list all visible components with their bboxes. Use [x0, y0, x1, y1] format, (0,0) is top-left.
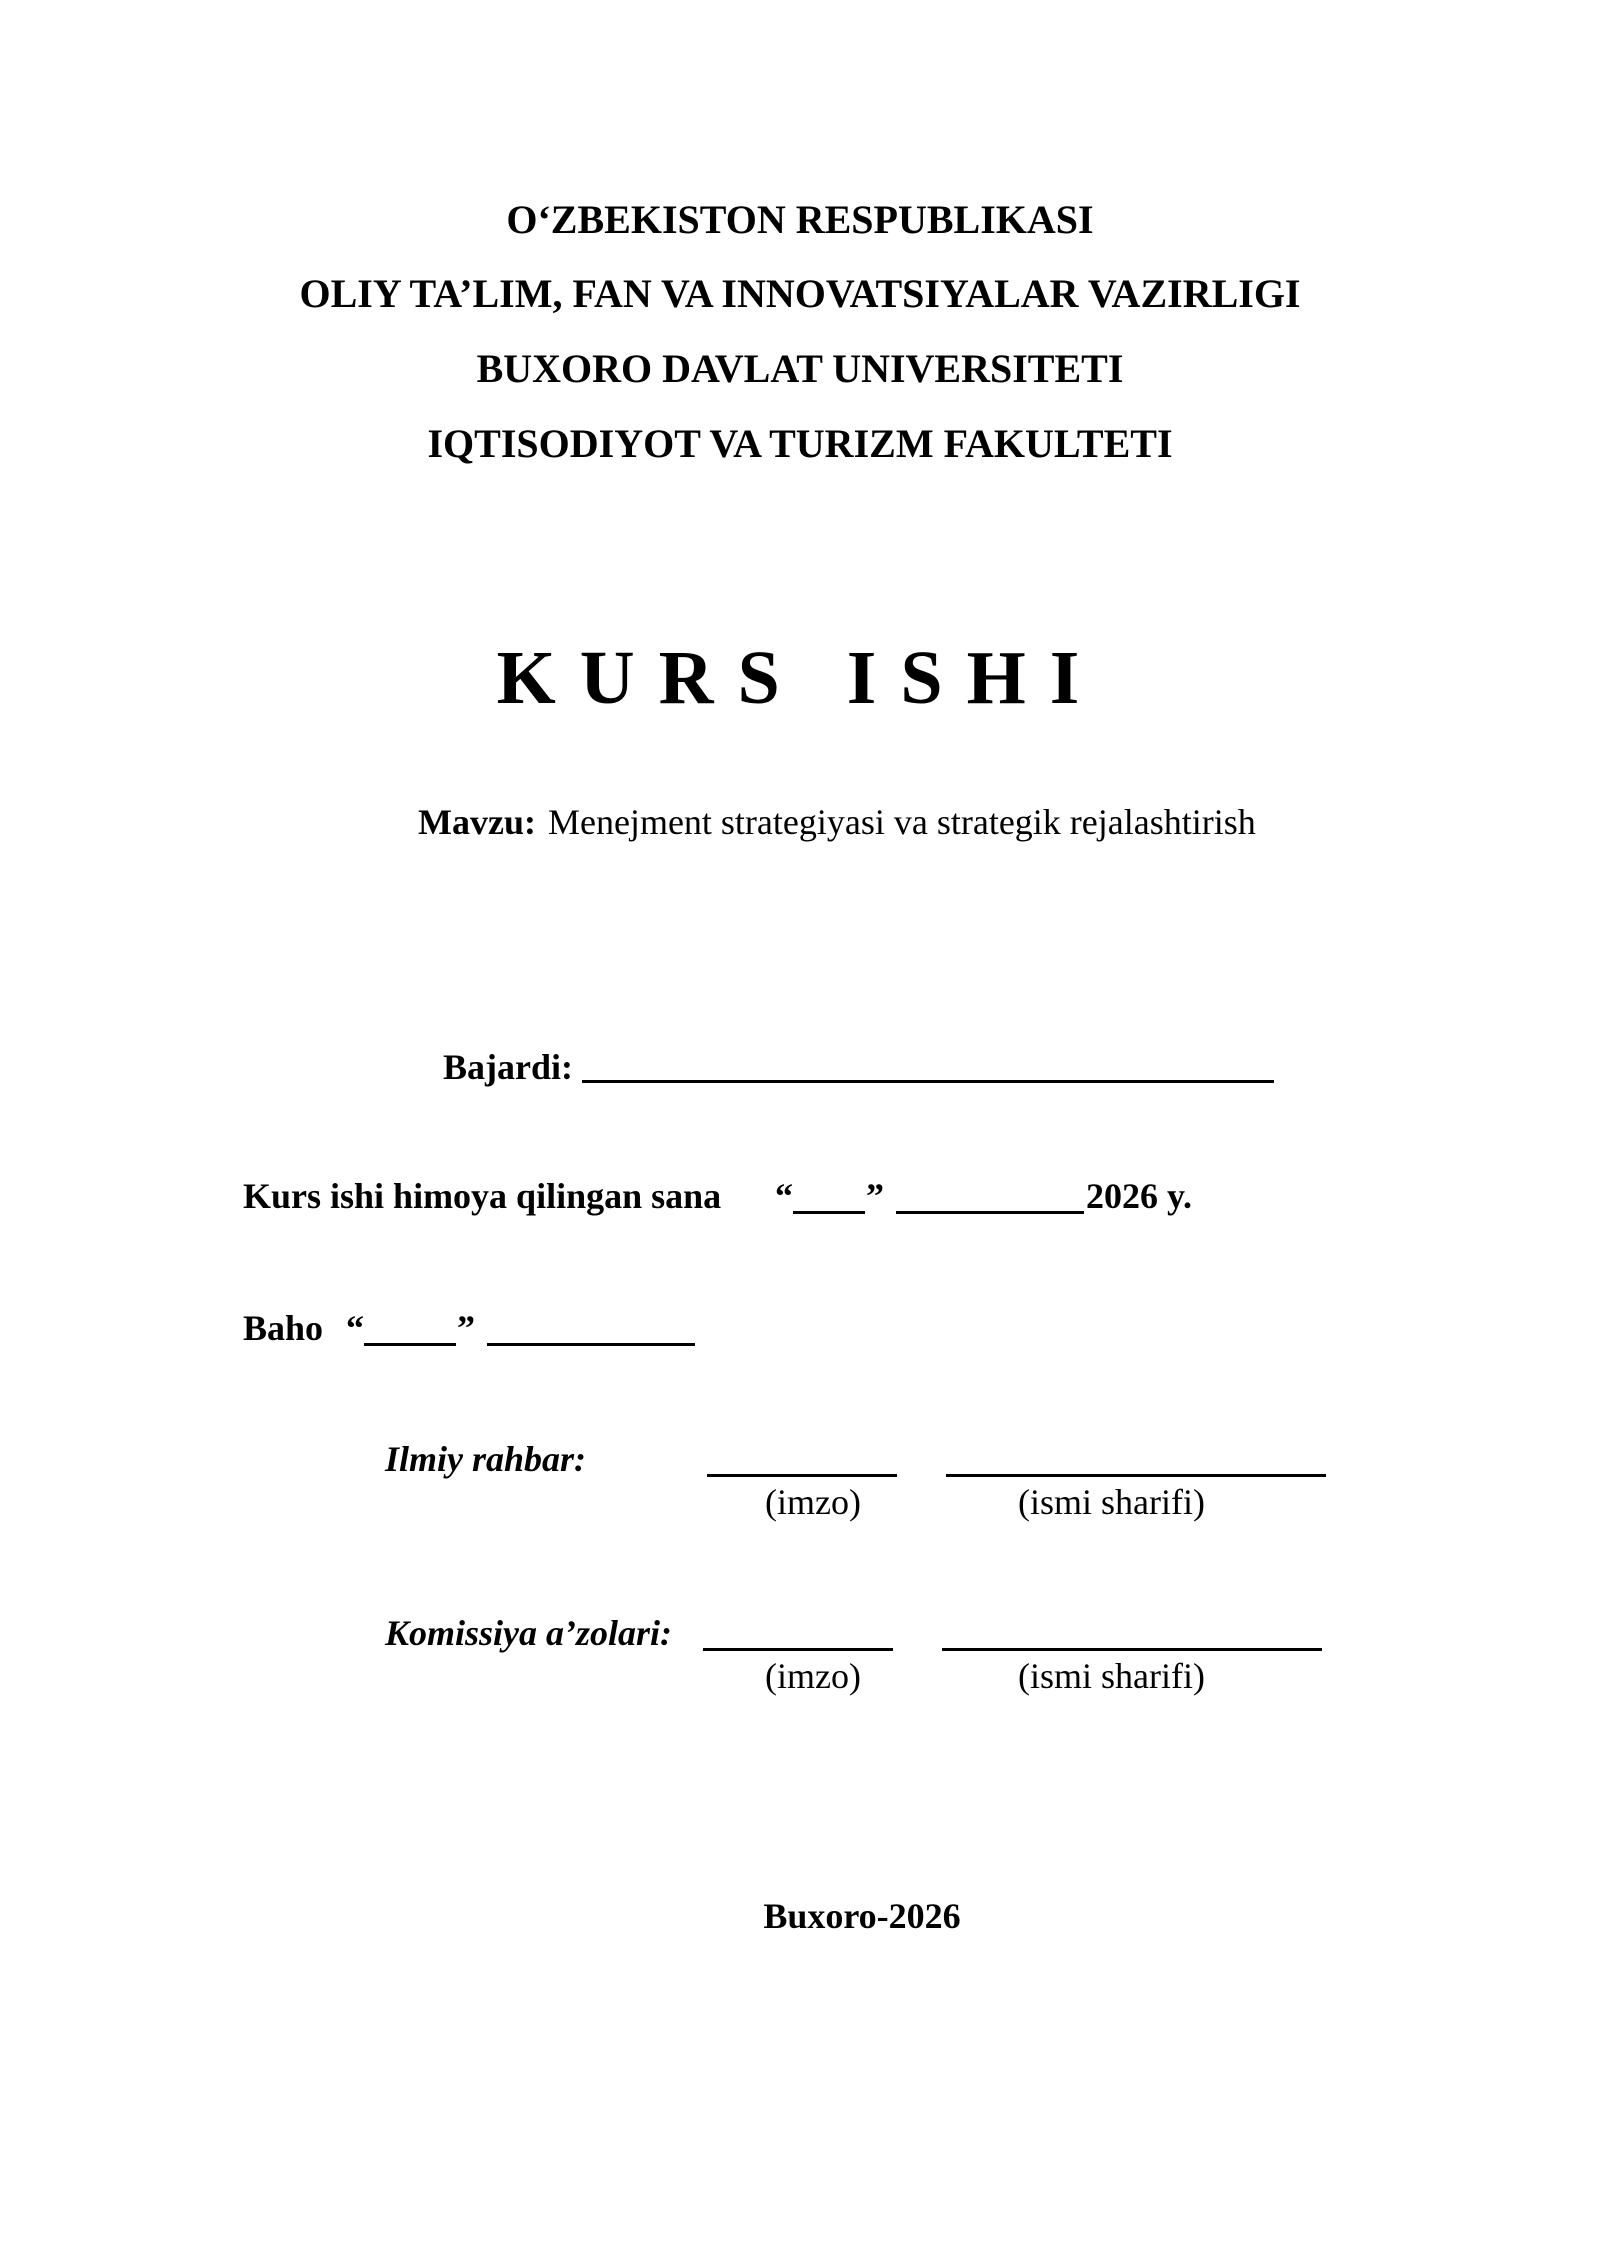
defense-month-blank[interactable] [896, 1211, 1084, 1214]
commission-name-caption: (ismi sharifi) [1018, 1656, 1205, 1696]
document-title: KURS ISHI [496, 636, 1104, 720]
supervisor-name-blank[interactable] [946, 1474, 1326, 1477]
commission-label: Komissiya a’zolari: [385, 1613, 673, 1653]
commission-signature-caption: (imzo) [765, 1656, 861, 1696]
grade-close-quote: ” [457, 1308, 475, 1348]
supervisor-signature-caption: (imzo) [765, 1482, 861, 1522]
commission-name-blank[interactable] [942, 1648, 1322, 1651]
defense-year: 2026 y. [1086, 1176, 1193, 1216]
defense-date-open-quote: “ [775, 1176, 793, 1216]
country-name: O‘ZBEKISTON RESPUBLIKASI [506, 197, 1094, 242]
grade-word-blank[interactable] [487, 1343, 695, 1346]
supervisor-signature-blank[interactable] [707, 1474, 897, 1477]
topic-value: Menejment strategiyasi va strategik rejalashtirish [547, 802, 1256, 842]
supervisor-name-caption: (ismi sharifi) [1018, 1482, 1205, 1522]
defense-date-close-quote: ” [866, 1176, 884, 1216]
performer-blank[interactable] [582, 1080, 1274, 1083]
topic-row [418, 800, 1256, 844]
performer-label: Bajardi: [443, 1047, 573, 1087]
supervisor-label: Ilmiy rahbar: [385, 1439, 587, 1479]
grade-open-quote: “ [346, 1308, 364, 1348]
topic-label: Mavzu: [418, 802, 536, 842]
grade-score-blank[interactable] [364, 1343, 456, 1346]
university-name: BUXORO DAVLAT UNIVERSITETI [476, 346, 1124, 391]
ministry-name: OLIY TA’LIM, FAN VA INNOVATSIYALAR VAZIRLIGI [299, 271, 1301, 316]
faculty-name: IQTISODIYOT VA TURIZM FAKULTETI [427, 421, 1173, 466]
grade-label: Baho [243, 1308, 324, 1348]
place-year: Buxoro-2026 [763, 1896, 961, 1936]
defense-date-label: Kurs ishi himoya qilingan sana [243, 1176, 722, 1216]
defense-day-blank[interactable] [793, 1211, 865, 1214]
commission-signature-blank[interactable] [703, 1648, 893, 1651]
